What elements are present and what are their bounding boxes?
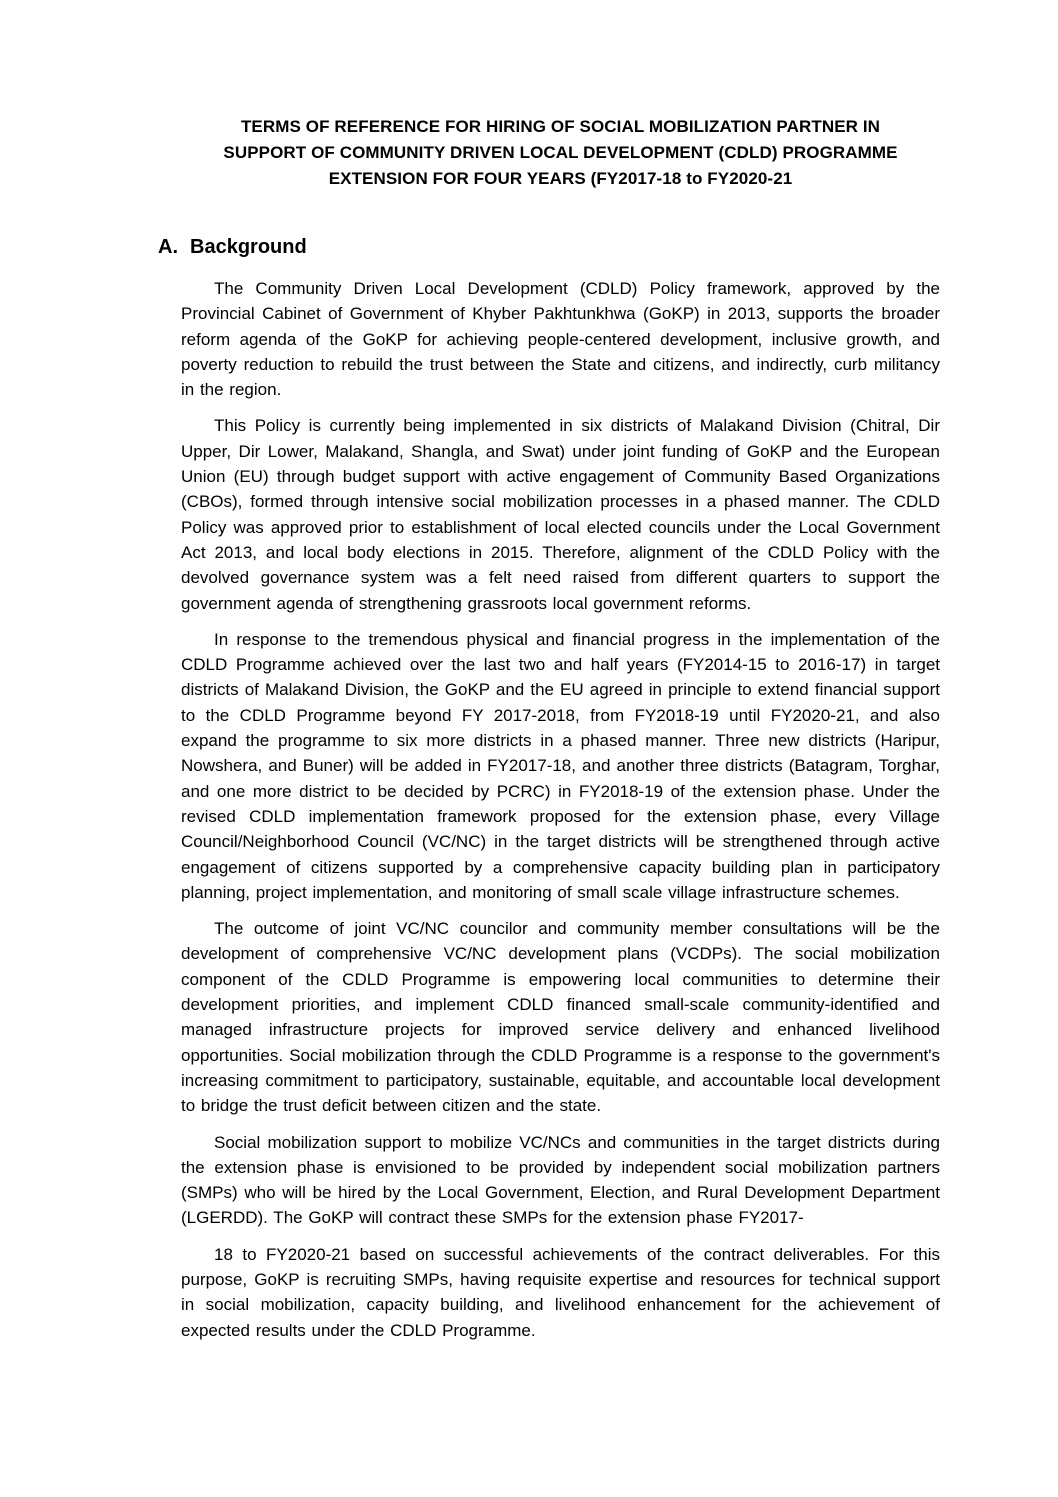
section-label: A. (158, 236, 178, 258)
body-paragraph-1: The Community Driven Local Development (CDLD) Policy framework, approved by the Provincial Cabinet of Government of Khyber Pakhtunkhwa (GoKP) in 2013, supports the broader reform agenda of the GoKP for achieving people-centered development, inclusive growth, and poverty reduction to rebuild the trust between the State and citizens, and indirectly, curb militancy in the region. (181, 279, 940, 400)
section-heading-text: Background (190, 236, 307, 258)
body-paragraph-5: Social mobilization support to mobilize VC/NCs and communities in the target districts during the extension phase is envisioned to be provided by independent social mobilization partners (SMPs) who will be hired by the Local Government, Election, and Rural Development Department (LGERDD). The GoKP will contract these SMPs for the extension phase FY2017- (181, 1132, 940, 1228)
section-heading (158, 234, 940, 260)
document-title (181, 114, 940, 192)
title-line-2: SUPPORT OF COMMUNITY DRIVEN LOCAL DEVELOPMENT (CDLD) PROGRAMME (223, 143, 898, 162)
document-content (158, 0, 940, 1354)
body-paragraph-4: The outcome of joint VC/NC councilor and community member consultations will be the development of comprehensive VC/NC development plans (VCDPs). The social mobilization component of the CDLD Programme is empowering local communities to determine their development priorities, and implement CDLD financed small-scale community-identified and managed infrastructure projects for improved service delivery and enhanced livelihood opportunities. Social mobilization through the CDLD Programme is a response to the government's increasing commitment to participatory, sustainable, equitable, and accountable local development to bridge the trust deficit between citizen and the state. (181, 919, 940, 1116)
body-paragraph-2: This Policy is currently being implemented in six districts of Malakand Division (Chitral, Dir Upper, Dir Lower, Malakand, Shangla, and Swat) under joint funding of GoKP and the European Union (EU) through budget support with active engagement of Community Based Organizations (CBOs), formed through intensive social mobilization processes in a phased manner. The CDLD Policy was approved prior to establishment of local elected councils under the Local Government Act 2013, and local body elections in 2015. Therefore, alignment of the CDLD Policy with the devolved governance system was a felt need raised from different quarters to support the government agenda of strengthening grassroots local government reforms. (181, 416, 940, 613)
document-body (181, 276, 940, 1343)
title-line-1: TERMS OF REFERENCE FOR HIRING OF SOCIAL MOBILIZATION PARTNER IN (240, 117, 881, 136)
body-paragraph-3: In response to the tremendous physical and financial progress in the implementation of the CDLD Programme achieved over the last two and half years (FY2014-15 to 2016-17) in target districts of Malakand Division, the GoKP and the EU agreed in principle to extend financial support to the CDLD Programme beyond FY 2017-2018, from FY2018-19 until FY2020-21, and also expand the programme to six more districts in a phased manner. Three new districts (Haripur, Nowshera, and Buner) will be added in FY2017-18, and another three districts (Batagram, Torghar, and one more district to be decided by PCRC) in FY2018-19 of the extension phase. Under the revised CDLD implementation framework proposed for the extension phase, every Village Council/Neighborhood Council (VC/NC) in the target districts will be strengthened through active engagement of citizens supported by a comprehensive capacity building plan in participatory planning, project implementation, and monitoring of small scale village infrastructure schemes. (181, 629, 940, 902)
title-line-3: EXTENSION FOR FOUR YEARS (FY2017-18 to FY2020-21 (328, 169, 793, 188)
body-paragraph-6: 18 to FY2020-21 based on successful achievements of the contract deliverables. For this purpose, GoKP is recruiting SMPs, having requisite expertise and resources for technical support in social mobilization, capacity building, and livelihood enhancement for the achievement of expected results under the CDLD Programme. (181, 1244, 940, 1340)
